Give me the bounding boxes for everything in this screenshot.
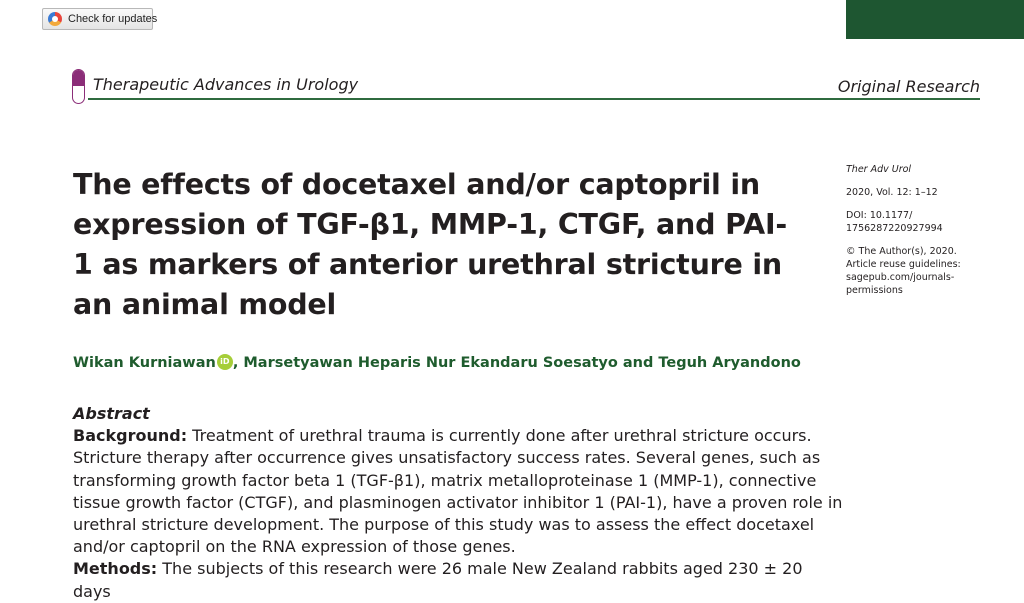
copyright: © The Author(s), 2020. [846,246,957,257]
author-list [73,354,801,371]
first-author: Wikan Kurniawan [73,355,216,371]
other-authors: , Marsetyawan Heparis Nur Ekandaru Soesatyo and Teguh Aryandono [232,355,801,371]
doi[interactable] [846,209,996,235]
reuse-link-line-1: sagepub.com/journals- [846,272,955,283]
journal-citation: Ther Adv Urol [846,164,912,175]
brand-color-block [846,0,1024,39]
abstract-heading: Abstract [73,404,150,423]
background-text: Treatment of urethral trauma is currently done after urethral stricture occurs. Stricture therapy after occurrence gives unsatisfactory success rates. Several genes, such as transforming growth factor beta 1 (TGF-β1), matrix metalloproteinase 1 (MMP-1), connective tissue growth factor (CTGF), and plasminogen activator inhibitor 1 (PAI-1), have a proven role in urethral stricture development. The purpose of this study was to assess the effect docetaxel and/or captopril on the RNA expression of those genes. [73,426,843,557]
article-title: The effects of docetaxel and/or captopril in expression of TGF-β1, MMP-1, CTGF, and PAI-1 as markers of anterior urethral stricture in an animal model [73,168,788,321]
abstract-background [73,425,843,558]
journal-capsule-icon [72,69,85,104]
doi-line-2: 1756287220927994 [846,223,943,234]
methods-text: The subjects of this research were 26 male New Zealand rabbits aged 230 ± 20 days [73,559,803,601]
crossmark-icon [48,12,62,26]
methods-label: Methods: [73,559,158,579]
article-type: Original Research [837,77,980,96]
orcid-icon[interactable]: iD [217,354,233,370]
abstract-methods [73,558,843,602]
reuse-guidelines: Article reuse guidelines: [846,259,961,270]
check-for-updates-button[interactable] [42,8,158,30]
header-rule [88,98,980,100]
reuse-link[interactable] [846,271,996,297]
abstract [73,403,843,603]
reuse-link-line-2: permissions [846,285,903,296]
citation-sidebar [846,163,996,297]
check-for-updates-label: Check for updates [68,13,158,25]
doi-line-1: DOI: 10.1177/ [846,210,913,221]
background-label: Background: [73,426,188,446]
year-volume: 2020, Vol. 12: 1–12 [846,187,938,198]
journal-name: Therapeutic Advances in Urology [93,75,359,94]
